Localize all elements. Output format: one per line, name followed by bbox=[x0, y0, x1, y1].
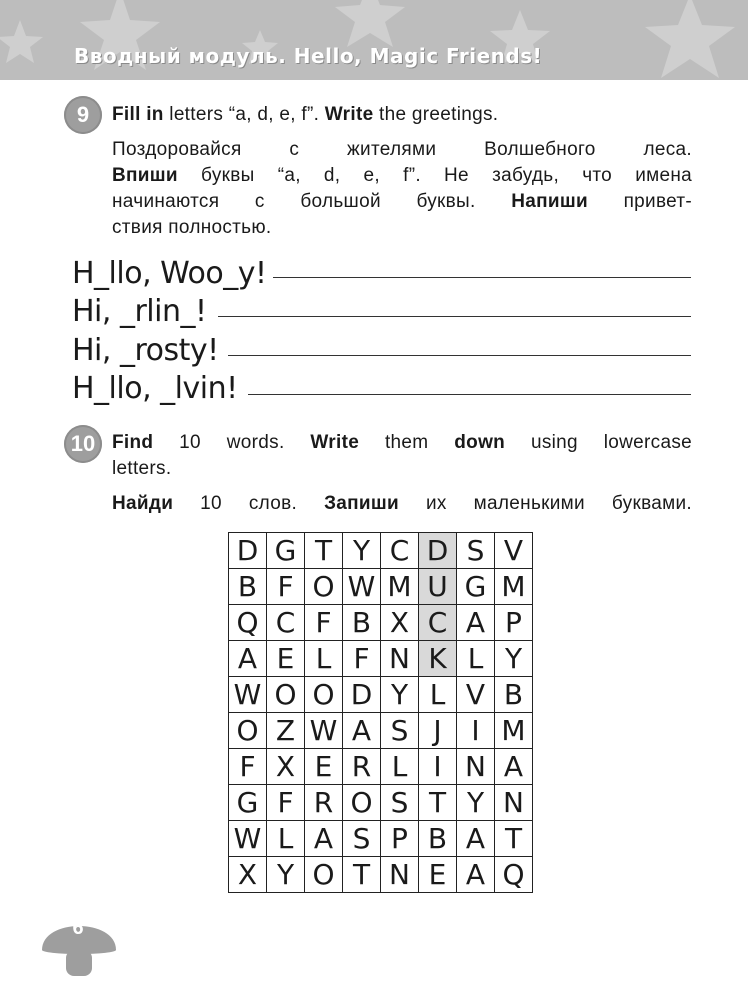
greeting-text: H_llo, _lvin! bbox=[72, 371, 238, 406]
grid-cell[interactable]: V bbox=[457, 677, 495, 713]
grid-cell[interactable]: S bbox=[381, 713, 419, 749]
grid-cell[interactable]: U bbox=[419, 569, 457, 605]
grid-cell[interactable]: E bbox=[419, 857, 457, 893]
grid-row bbox=[229, 821, 533, 857]
grid-row bbox=[229, 713, 533, 749]
grid-cell[interactable]: D bbox=[419, 533, 457, 569]
grid-cell[interactable]: T bbox=[343, 857, 381, 893]
grid-cell[interactable]: G bbox=[267, 533, 305, 569]
grid-cell[interactable]: L bbox=[267, 821, 305, 857]
grid-cell[interactable]: M bbox=[495, 713, 533, 749]
grid-cell[interactable]: N bbox=[457, 749, 495, 785]
grid-cell[interactable]: A bbox=[457, 821, 495, 857]
grid-cell[interactable]: A bbox=[457, 605, 495, 641]
grid-cell[interactable]: B bbox=[495, 677, 533, 713]
grid-cell[interactable]: A bbox=[495, 749, 533, 785]
grid-row bbox=[229, 857, 533, 893]
grid-cell[interactable]: X bbox=[229, 857, 267, 893]
grid-cell[interactable]: C bbox=[267, 605, 305, 641]
grid-cell[interactable]: P bbox=[495, 605, 533, 641]
task10-instruction-ru: Найди 10 слов. Запиши их маленькими буквами. bbox=[112, 493, 692, 514]
grid-row bbox=[229, 785, 533, 821]
grid-cell[interactable]: W bbox=[305, 713, 343, 749]
grid-row bbox=[229, 605, 533, 641]
grid-cell[interactable]: Y bbox=[343, 533, 381, 569]
grid-cell[interactable]: W bbox=[229, 677, 267, 713]
page-number: 6 bbox=[72, 917, 84, 939]
grid-row bbox=[229, 641, 533, 677]
task10-instruction-en-line1: Find 10 words. Write them down using lowercase bbox=[112, 432, 692, 453]
grid-cell[interactable]: T bbox=[419, 785, 457, 821]
grid-cell[interactable]: R bbox=[305, 785, 343, 821]
greeting-text: Hi, _rlin_! bbox=[72, 294, 207, 329]
grid-row bbox=[229, 677, 533, 713]
grid-cell[interactable]: C bbox=[381, 533, 419, 569]
grid-cell[interactable]: O bbox=[305, 857, 343, 893]
grid-cell[interactable]: R bbox=[343, 749, 381, 785]
page-header bbox=[0, 0, 748, 80]
grid-cell[interactable]: G bbox=[229, 785, 267, 821]
grid-cell[interactable]: A bbox=[229, 641, 267, 677]
grid-cell[interactable]: W bbox=[229, 821, 267, 857]
grid-cell[interactable]: Y bbox=[495, 641, 533, 677]
grid-cell[interactable]: Y bbox=[457, 785, 495, 821]
grid-row bbox=[229, 533, 533, 569]
grid-cell[interactable]: D bbox=[343, 677, 381, 713]
grid-cell[interactable]: F bbox=[267, 569, 305, 605]
grid-cell[interactable]: Q bbox=[229, 605, 267, 641]
grid-cell[interactable]: K bbox=[419, 641, 457, 677]
grid-cell[interactable]: A bbox=[305, 821, 343, 857]
task10-instruction-en-line2: letters. bbox=[112, 458, 172, 479]
grid-cell[interactable]: S bbox=[457, 533, 495, 569]
grid-cell[interactable]: A bbox=[457, 857, 495, 893]
grid-cell[interactable]: N bbox=[495, 785, 533, 821]
answer-line[interactable] bbox=[218, 316, 691, 317]
grid-cell[interactable]: B bbox=[343, 605, 381, 641]
grid-cell[interactable]: V bbox=[495, 533, 533, 569]
grid-cell[interactable]: O bbox=[305, 677, 343, 713]
grid-cell[interactable]: I bbox=[419, 749, 457, 785]
grid-cell[interactable]: M bbox=[381, 569, 419, 605]
grid-cell[interactable]: X bbox=[381, 605, 419, 641]
grid-cell[interactable]: F bbox=[305, 605, 343, 641]
grid-cell[interactable]: Y bbox=[267, 857, 305, 893]
task9-instruction-ru-line4: ствия полностью. bbox=[112, 217, 272, 238]
task9-instruction-ru-line2: Впиши буквы “a, d, e, f”. Не забудь, что имена bbox=[112, 165, 692, 186]
grid-cell[interactable]: Z bbox=[267, 713, 305, 749]
greeting-text: Hi, _rosty! bbox=[72, 333, 219, 368]
grid-cell[interactable]: L bbox=[381, 749, 419, 785]
task-number-badge: 9 bbox=[64, 96, 102, 134]
grid-cell[interactable]: L bbox=[419, 677, 457, 713]
grid-cell[interactable]: Y bbox=[381, 677, 419, 713]
grid-cell[interactable]: L bbox=[457, 641, 495, 677]
grid-cell[interactable]: B bbox=[229, 569, 267, 605]
grid-cell[interactable]: F bbox=[343, 641, 381, 677]
task9-instruction-ru-line1: Поздоровайся с жителями Волшебного леса. bbox=[112, 139, 692, 160]
grid-cell[interactable]: P bbox=[381, 821, 419, 857]
grid-cell[interactable]: S bbox=[343, 821, 381, 857]
task9-instruction-en: Fill in letters “a, d, e, f”. Write the greetings. bbox=[112, 104, 499, 125]
answer-line[interactable] bbox=[248, 394, 691, 395]
module-title: Вводный модуль. Hello, Magic Friends! bbox=[74, 44, 543, 68]
grid-cell[interactable]: G bbox=[457, 569, 495, 605]
grid-cell[interactable]: F bbox=[229, 749, 267, 785]
grid-cell[interactable]: N bbox=[381, 857, 419, 893]
answer-line[interactable] bbox=[228, 355, 691, 356]
grid-cell[interactable]: S bbox=[381, 785, 419, 821]
grid-cell[interactable]: O bbox=[267, 677, 305, 713]
stars-decoration bbox=[0, 0, 748, 80]
task-number-badge: 10 bbox=[64, 425, 102, 463]
grid-cell[interactable]: B bbox=[419, 821, 457, 857]
grid-cell[interactable]: T bbox=[305, 533, 343, 569]
grid-cell[interactable]: N bbox=[381, 641, 419, 677]
grid-cell[interactable]: W bbox=[343, 569, 381, 605]
grid-cell[interactable]: C bbox=[419, 605, 457, 641]
grid-cell[interactable]: E bbox=[305, 749, 343, 785]
grid-row bbox=[229, 749, 533, 785]
answer-line[interactable] bbox=[273, 277, 691, 278]
grid-row bbox=[229, 569, 533, 605]
grid-cell[interactable]: A bbox=[343, 713, 381, 749]
grid-cell[interactable]: Q bbox=[495, 857, 533, 893]
grid-cell[interactable]: O bbox=[229, 713, 267, 749]
greeting-text: H_llo, Woo_y! bbox=[72, 256, 267, 291]
grid-cell[interactable]: M bbox=[495, 569, 533, 605]
task9-instruction-ru-line3: начинаются с большой буквы. Напиши привет- bbox=[112, 191, 692, 212]
grid-cell[interactable]: X bbox=[267, 749, 305, 785]
grid-cell[interactable]: T bbox=[495, 821, 533, 857]
grid-cell[interactable]: O bbox=[305, 569, 343, 605]
word-search-grid bbox=[228, 532, 533, 893]
grid-cell[interactable]: J bbox=[419, 713, 457, 749]
grid-cell[interactable]: O bbox=[343, 785, 381, 821]
grid-cell[interactable]: L bbox=[305, 641, 343, 677]
grid-cell[interactable]: I bbox=[457, 713, 495, 749]
grid-cell[interactable]: F bbox=[267, 785, 305, 821]
grid-cell[interactable]: D bbox=[229, 533, 267, 569]
grid-cell[interactable]: E bbox=[267, 641, 305, 677]
